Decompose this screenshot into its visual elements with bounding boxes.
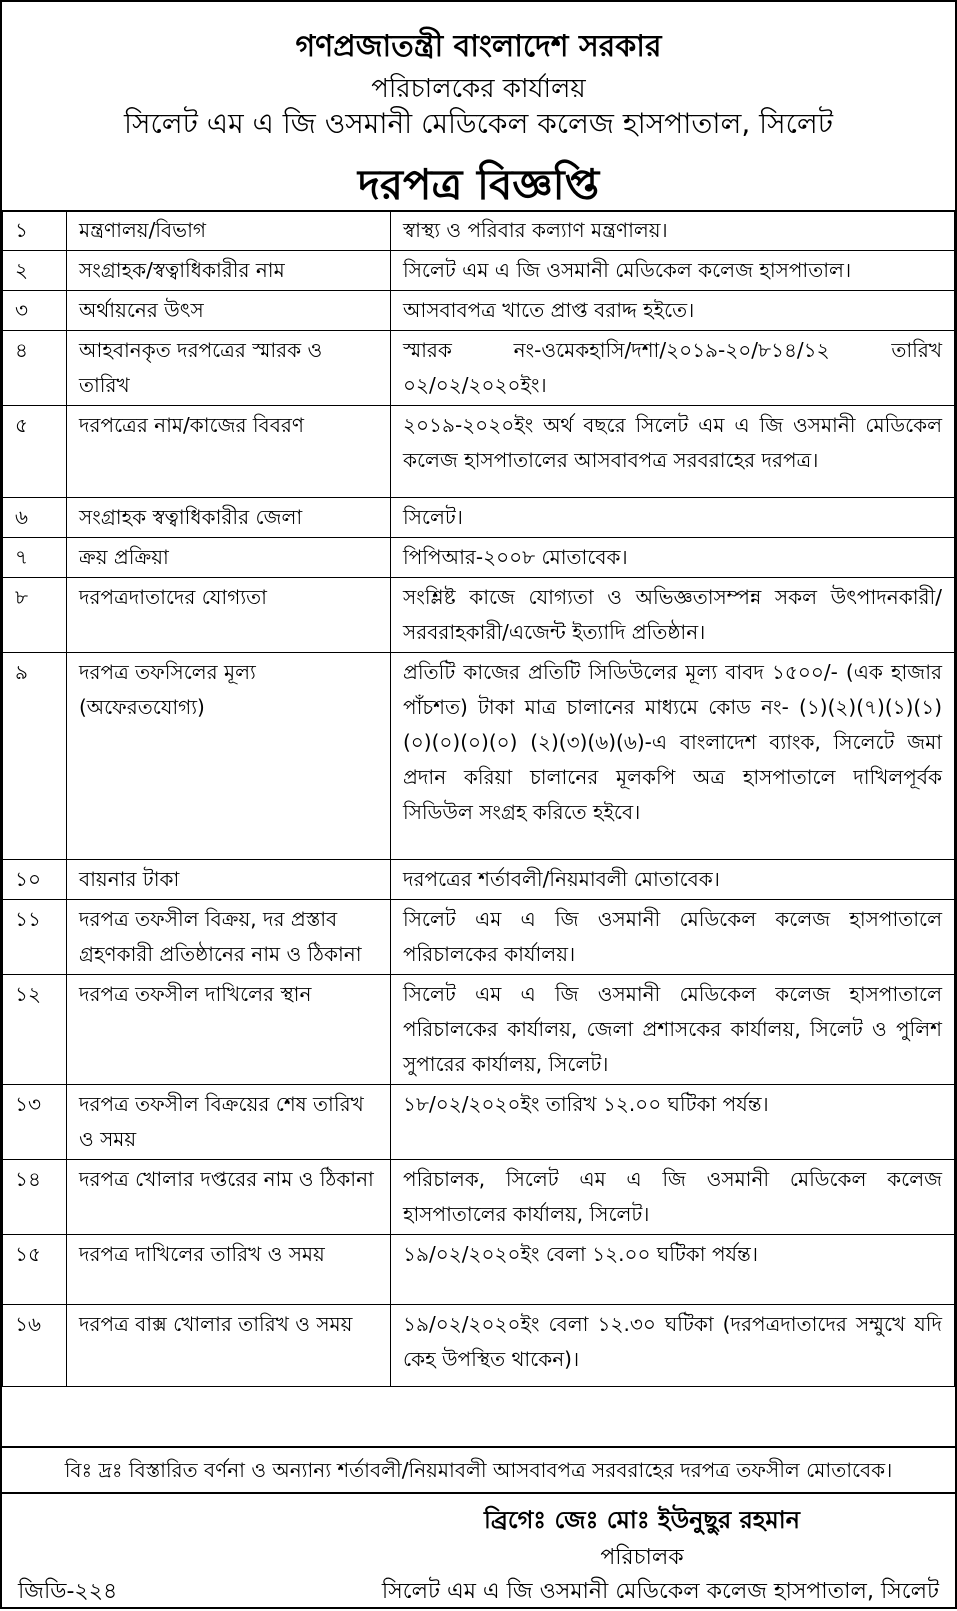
table-row: [3, 1235, 955, 1305]
row-item: বায়নার টাকা: [67, 860, 391, 900]
row-number: ৫: [3, 406, 67, 498]
table-row: [3, 331, 955, 406]
notice-header: [2, 2, 955, 212]
row-item: আহবানকৃত দরপত্রের স্মারক ও তারিখ: [67, 331, 391, 406]
row-detail: দরপত্রের শর্তাবলী/নিয়মাবলী মোতাবেক।: [391, 860, 955, 900]
table-row: [3, 1305, 955, 1387]
notice-title: দরপত্র বিজ্ঞপ্তি: [357, 160, 600, 209]
signatory-organization: সিলেট এম এ জি ওসমানী মেডিকেল কলেজ হাসপাতাল, সিলেট: [381, 1579, 939, 1604]
row-number: ৩: [3, 291, 67, 331]
row-item: দরপত্র তফসীল বিক্রয়, দর প্রস্তাব গ্রহণকারী প্রতিষ্ঠানের নাম ও ঠিকানা: [67, 900, 391, 975]
row-number: ৯: [3, 653, 67, 860]
row-item: দরপত্র দাখিলের তারিখ ও সময়: [67, 1235, 391, 1305]
row-number: ১০: [3, 860, 67, 900]
table-row: [3, 498, 955, 538]
row-item: সংগ্রাহক/স্বত্বাধিকারীর নাম: [67, 251, 391, 291]
row-number: ১১: [3, 900, 67, 975]
table-row: [3, 1085, 955, 1160]
row-number: ১৬: [3, 1305, 67, 1387]
row-number: ৭: [3, 538, 67, 578]
row-number: ১৪: [3, 1160, 67, 1235]
hospital-name: সিলেট এম এ জি ওসমানী মেডিকেল কলেজ হাসপাতাল, সিলেট: [124, 107, 833, 140]
row-detail: সিলেট।: [391, 498, 955, 538]
row-item: অর্থায়নের উৎস: [67, 291, 391, 331]
table-row: [3, 1160, 955, 1235]
row-detail: সিলেট এম এ জি ওসমানী মেডিকেল কলেজ হাসপাতালে পরিচালকের কার্যালয়, জেলা প্রশাসকের কার্যালয়, সিলেট ও পুলিশ সুপারের কার্যালয়, সিলেট।: [391, 975, 955, 1085]
row-item: দরপত্র তফসিলের মূল্য (অফেরতযোগ্য): [67, 653, 391, 860]
row-number: ১৩: [3, 1085, 67, 1160]
row-number: ৮: [3, 578, 67, 653]
row-detail: সিলেট এম এ জি ওসমানী মেডিকেল কলেজ হাসপাতালে পরিচালকের কার্যালয়।: [391, 900, 955, 975]
table-row: [3, 538, 955, 578]
row-detail: ১৮/০২/২০২০ইং তারিখ ১২.০০ ঘটিকা পর্যন্ত।: [391, 1085, 955, 1160]
row-detail: আসবাবপত্র খাতে প্রাপ্ত বরাদ্দ হইতে।: [391, 291, 955, 331]
special-note: বিঃ দ্রঃ বিস্তারিত বর্ণনা ও অন্যান্য শর্তাবলী/নিয়মাবলী আসবাবপত্র সরবরাহের দরপত্র তফসীল মোতাবেক।: [2, 1446, 955, 1494]
table-row: [3, 900, 955, 975]
row-detail: পিপিআর-২০০৮ মোতাবেক।: [391, 538, 955, 578]
row-item: ক্রয় প্রক্রিয়া: [67, 538, 391, 578]
row-number: ১: [3, 211, 67, 251]
row-item: মন্ত্রণালয়/বিভাগ: [67, 211, 391, 251]
row-detail: প্রতিটি কাজের প্রতিটি সিডিউলের মূল্য বাবদ ১৫০০/- (এক হাজার পাঁচশত) টাকা মাত্র চালানের মাধ্যমে কোড নং- (১)(২)(৭)(১)(১) (০)(০)(০)(০) (২)(৩)(৬)(৬)-এ বাংলাদেশ ব্যাংক, সিলেটে জমা প্রদান করিয়া চালানের মূলকপি অত্র হাসপাতালে দাখিলপূর্বক সিডিউল সংগ্রহ করিতে হইবে।: [391, 653, 955, 860]
memo-number: জিডি-২২৪: [18, 1579, 118, 1604]
tender-details-table: [2, 210, 955, 1387]
table-row: [3, 653, 955, 860]
row-number: ৬: [3, 498, 67, 538]
row-item: দরপত্রদাতাদের যোগ্যতা: [67, 578, 391, 653]
row-detail: সংশ্লিষ্ট কাজে যোগ্যতা ও অভিজ্ঞতাসম্পন্ন সকল উৎপাদনকারী/সরবরাহকারী/এজেন্ট ইত্যাদি প্রতিষ্ঠান।: [391, 578, 955, 653]
row-item: দরপত্র তফসীল দাখিলের স্থান: [67, 975, 391, 1085]
office-name: পরিচালকের কার্যালয়: [371, 74, 586, 104]
row-item: দরপত্র বাক্স খোলার তারিখ ও সময়: [67, 1305, 391, 1387]
row-item: সংগ্রাহক স্বত্বাধিকারীর জেলা: [67, 498, 391, 538]
table-row: [3, 406, 955, 498]
row-number: ৪: [3, 331, 67, 406]
row-detail: ২০১৯-২০২০ইং অর্থ বছরে সিলেট এম এ জি ওসমানী মেডিকেল কলেজ হাসপাতালের আসবাবপত্র সরবরাহের দরপত্র।: [391, 406, 955, 498]
row-number: ১২: [3, 975, 67, 1085]
row-detail: স্মারক নং-ওমেকহাসি/দশা/২০১৯-২০/৮১৪/১২ তারিখ ০২/০২/২০২০ইং।: [391, 331, 955, 406]
table-row: [3, 975, 955, 1085]
row-number: ২: [3, 251, 67, 291]
row-detail: ১৯/০২/২০২০ইং বেলা ১২.৩০ ঘটিকা (দরপত্রদাতাদের সম্মুখে যদি কেহ উপস্থিত থাকেন)।: [391, 1305, 955, 1387]
signatory-name: ব্রিগেঃ জেঃ মোঃ ইউনুছুর রহমান: [483, 1506, 801, 1534]
row-detail: ১৯/০২/২০২০ইং বেলা ১২.০০ ঘটিকা পর্যন্ত।: [391, 1235, 955, 1305]
table-row: [3, 578, 955, 653]
row-detail: স্বাস্থ্য ও পরিবার কল্যাণ মন্ত্রণালয়।: [391, 211, 955, 251]
row-item: দরপত্র তফসীল বিক্রয়ের শেষ তারিখ ও সময়: [67, 1085, 391, 1160]
table-row: [3, 860, 955, 900]
government-name: গণপ্রজাতন্ত্রী বাংলাদেশ সরকার: [295, 29, 662, 64]
table-row: [3, 211, 955, 251]
signatory-title: পরিচালক: [600, 1545, 684, 1570]
row-item: দরপত্রের নাম/কাজের বিবরণ: [67, 406, 391, 498]
row-number: ১৫: [3, 1235, 67, 1305]
row-item: দরপত্র খোলার দপ্তরের নাম ও ঠিকানা: [67, 1160, 391, 1235]
table-row: [3, 251, 955, 291]
table-row: [3, 291, 955, 331]
row-detail: সিলেট এম এ জি ওসমানী মেডিকেল কলেজ হাসপাতাল।: [391, 251, 955, 291]
row-detail: পরিচালক, সিলেট এম এ জি ওসমানী মেডিকেল কলেজ হাসপাতালের কার্যালয়, সিলেট।: [391, 1160, 955, 1235]
